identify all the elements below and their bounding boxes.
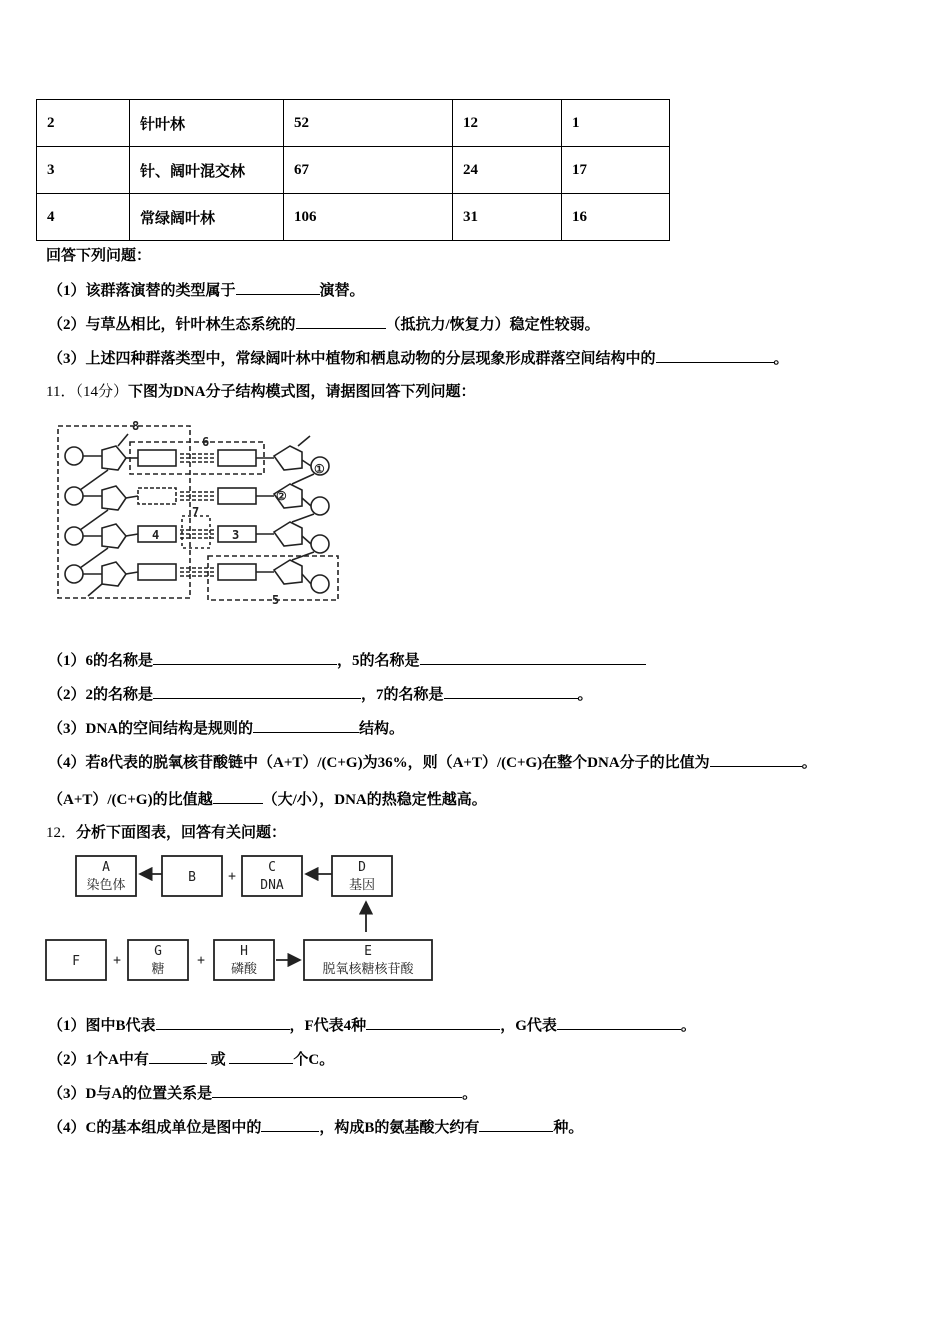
q11-part5 <box>48 789 487 810</box>
answer-blank[interactable] <box>444 684 578 699</box>
question-title: 下图为DNA分子结构模式图，请据图回答下列问题： <box>127 384 476 400</box>
q12-part4 <box>48 1117 583 1138</box>
table-cell: 1 <box>562 100 670 147</box>
text: （A+T）/(C+G)的比值越 <box>48 792 213 808</box>
box-h-letter: H <box>240 944 248 959</box>
answer-blank[interactable] <box>236 280 320 295</box>
answer-blank[interactable] <box>557 1015 681 1030</box>
sugar-pentagon <box>102 562 126 586</box>
box-7 <box>182 516 210 548</box>
q11-header <box>46 382 475 402</box>
q10-part3 <box>48 348 789 369</box>
table-cell: 16 <box>562 194 670 241</box>
box-c-letter: C <box>268 860 276 875</box>
plus-sign: + <box>197 953 205 968</box>
text: （抵抗力/恢复力）稳定性较弱。 <box>385 317 600 333</box>
question-number: 12． <box>46 825 77 841</box>
answer-blank[interactable] <box>656 348 774 363</box>
sugar-pentagon <box>102 486 126 510</box>
text: ，构成B的氨基酸大约有 <box>319 1120 480 1136</box>
table-cell: 12 <box>453 100 562 147</box>
text: ，G代表 <box>500 1018 557 1034</box>
box-e-label: 脱氧核糖核苷酸 <box>322 962 414 977</box>
phosphate-circle <box>65 447 83 465</box>
label-6: 6 <box>202 435 210 449</box>
text: （4）C的基本组成单位是图中的 <box>48 1120 262 1136</box>
text: ，F代表4种 <box>289 1018 367 1034</box>
text: 。 <box>462 1086 478 1102</box>
label-4: 4 <box>152 528 160 542</box>
dna-structure-diagram <box>52 416 344 606</box>
question-number: 11． <box>46 384 76 400</box>
text: （3）D与A的位置关系是 <box>48 1086 213 1102</box>
plus-sign: + <box>113 953 121 968</box>
answer-blank[interactable] <box>296 314 386 329</box>
q10-part2 <box>48 314 600 335</box>
text: （1）图中B代表 <box>48 1018 156 1034</box>
answer-blank[interactable] <box>149 1049 207 1064</box>
answer-blank[interactable] <box>420 650 646 665</box>
label-5: 5 <box>272 593 280 606</box>
box-h-label: 磷酸 <box>230 962 258 977</box>
sugar-pentagon <box>274 522 302 546</box>
box-d-letter: D <box>358 860 366 875</box>
label-2: ② <box>276 489 287 503</box>
text: 结构。 <box>359 721 405 737</box>
answer-blank[interactable] <box>153 650 337 665</box>
phosphate-circle <box>311 497 329 515</box>
table-cell: 17 <box>562 147 670 194</box>
box-6 <box>130 442 264 474</box>
answer-blank[interactable] <box>213 789 263 804</box>
text: （4）若8代表的脱氧核苷酸链中（A+T）/(C+G)为36%，则（A+T）/(C+G)在整个DNA分子的比值为 <box>48 755 710 771</box>
gene-relationship-diagram <box>44 852 436 986</box>
text: 。 <box>773 351 789 367</box>
label-3: 3 <box>232 528 240 542</box>
phosphate-circle <box>311 575 329 593</box>
text: ，5的名称是 <box>337 653 420 669</box>
box-f-letter: F <box>72 954 80 969</box>
text: （2）2的名称是 <box>48 687 154 703</box>
box-a-letter: A <box>102 860 110 875</box>
table-row <box>37 100 670 147</box>
q12-part2 <box>48 1049 334 1070</box>
box-g-label: 糖 <box>151 962 165 977</box>
answer-blank[interactable] <box>229 1049 293 1064</box>
phosphate-circle <box>311 535 329 553</box>
box-c-label: DNA <box>260 878 284 893</box>
sugar-pentagon <box>274 446 302 470</box>
text: （2）1个A中有 <box>48 1052 149 1068</box>
q10-intro: 回答下列问题： <box>46 248 152 264</box>
text: （2）与草丛相比，针叶林生态系统的 <box>48 317 296 333</box>
text: （3）DNA的空间结构是规则的 <box>48 721 253 737</box>
text: 或 <box>210 1052 226 1068</box>
text: 种。 <box>553 1120 584 1136</box>
table-cell: 106 <box>284 194 453 241</box>
text: （大/小），DNA的热稳定性越高。 <box>262 792 487 808</box>
box-b-letter: B <box>188 870 196 885</box>
label-7: 7 <box>192 505 200 519</box>
table-cell: 针、阔叶混交林 <box>130 147 284 194</box>
sugar-pentagon <box>102 524 126 548</box>
table-cell: 2 <box>37 100 130 147</box>
table-cell: 31 <box>453 194 562 241</box>
text: （3）上述四种群落类型中，常绿阔叶林中植物和栖息动物的分层现象形成群落空间结构中的 <box>48 351 656 367</box>
table-row <box>37 147 670 194</box>
box-d-label: 基因 <box>348 878 376 893</box>
text: 个C。 <box>293 1052 335 1068</box>
q12-part3 <box>48 1083 477 1104</box>
answer-blank[interactable] <box>261 1117 319 1132</box>
question-title: 分析下面图表，回答有关问题： <box>76 825 287 841</box>
label-1: ① <box>314 462 325 476</box>
text: （1）6的名称是 <box>48 653 154 669</box>
table-cell: 3 <box>37 147 130 194</box>
table-cell: 针叶林 <box>130 100 284 147</box>
table-cell: 24 <box>453 147 562 194</box>
q11-part2 <box>48 684 593 705</box>
q11-part3 <box>48 718 404 739</box>
text: 。 <box>680 1018 696 1034</box>
answer-blank[interactable] <box>366 1015 500 1030</box>
box-g-letter: G <box>154 944 162 959</box>
q12-part1 <box>48 1015 696 1036</box>
table-cell: 常绿阔叶林 <box>130 194 284 241</box>
sugar-pentagon <box>274 560 302 584</box>
table-row <box>37 194 670 241</box>
table-cell: 52 <box>284 100 453 147</box>
answer-blank[interactable] <box>710 752 802 767</box>
q12-header <box>46 823 286 843</box>
text: 。 <box>577 687 593 703</box>
answer-blank[interactable] <box>479 1117 553 1132</box>
q11-part1 <box>48 650 646 671</box>
table-cell: 4 <box>37 194 130 241</box>
answer-blank[interactable] <box>153 684 361 699</box>
answer-blank[interactable] <box>156 1015 290 1030</box>
q10-part1 <box>48 280 365 301</box>
box-a-label: 染色体 <box>86 878 126 893</box>
text: （1）该群落演替的类型属于 <box>48 283 236 299</box>
text: 演替。 <box>319 283 365 299</box>
text: 。 <box>801 755 817 771</box>
label-8: 8 <box>132 419 140 433</box>
sugar-pentagon <box>102 446 126 470</box>
answer-blank[interactable] <box>253 718 359 733</box>
q11-part4 <box>48 752 817 773</box>
answer-blank[interactable] <box>212 1083 462 1098</box>
box-e-letter: E <box>364 944 372 959</box>
plus-sign: + <box>228 869 236 884</box>
question-score: （14分） <box>75 384 128 400</box>
community-table <box>36 99 670 241</box>
text: ，7的名称是 <box>361 687 444 703</box>
table-cell: 67 <box>284 147 453 194</box>
